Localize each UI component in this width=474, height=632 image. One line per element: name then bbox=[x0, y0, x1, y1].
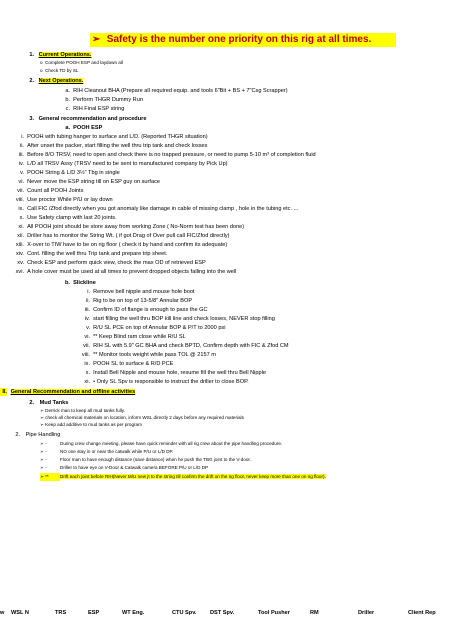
signature-label: Client Rep bbox=[408, 610, 436, 616]
arrow-bullet-icon: ➢ bbox=[92, 34, 101, 45]
section-title: General Recommendation and offline activities bbox=[10, 389, 136, 395]
list-item: vii. Count all POOH Joints bbox=[17, 188, 84, 194]
list-item: v. R/U SL PCE on top of Annular BOP & P/T to 2000 psi bbox=[86, 325, 226, 331]
signature-label: DST Spv. bbox=[210, 610, 235, 616]
safety-banner-text: Safety is the number one priority on this rig at all times. bbox=[106, 34, 372, 45]
section-general-recommendation: 3. General recommendation and procedure bbox=[29, 116, 147, 122]
section-title: Next Operations. bbox=[38, 78, 84, 84]
list-item: ➢ - NO one stay in or near the catwalk while P/U or L/D DP. bbox=[40, 449, 174, 454]
list-item: a. RIH Cleanout BHA (Prepare all required equip. and tools 6"Bit + BS + 7"Csg Scrapper) bbox=[65, 88, 288, 94]
signature-label: RM bbox=[310, 610, 319, 616]
list-item: i. POOH with tubing hanger to surface and L/D. (Reported THGR situation) bbox=[21, 134, 208, 140]
list-item: x. Use Safety clamp with last 20 joints. bbox=[19, 215, 117, 221]
section-current-operations: 1. Current Operations. bbox=[29, 52, 92, 58]
list-item: v. POOH String & L/D 3½" Tbg in single bbox=[20, 170, 120, 176]
list-item: ii. After unset the packer, start filling the well thru trip tank and check losses bbox=[19, 143, 208, 149]
arrow-bullet-icon: ➢ bbox=[40, 422, 44, 427]
list-item: viii. ** Monitor tools weight while pass TOL @ 2157 m bbox=[81, 352, 216, 358]
list-item: ➢ Keep add additive to mud tanks as per program bbox=[40, 422, 142, 427]
section-pipe-handling: 2. Pipe Handling bbox=[15, 432, 61, 438]
list-item-highlighted: ➢ ** Drift each joint before RIH(Never M/U new jt to the string till confirm the drift on the rig floor, never keep more than one on rig floor). bbox=[40, 474, 326, 479]
signature-label: ESP bbox=[88, 610, 100, 616]
list-item: c. RIH Final ESP string bbox=[65, 106, 125, 112]
list-item: vi. Never move the ESP string till on ESP guy on surface bbox=[18, 179, 160, 185]
list-item: xiii. X-over to TIW have to be on rig floor ( check it by hand and confirm its adequate) bbox=[15, 242, 228, 248]
list-item: ➢ - During crew change meeting, please have quick reminder with all rig crew about the pipe handling procedure. bbox=[40, 441, 283, 446]
list-item: ➢ - Floor man to have enough distance (save distance) when he push the TBG joint to the V-door. bbox=[40, 457, 251, 462]
list-item: ➢ check all chemical materials on location, inform WSL directly 2 days before any required materials bbox=[40, 415, 244, 420]
list-item: ix. Call FIC /Zfod directly when you got anomaly like damage in cable of missing clamp , hole in the tubing etc. ... bbox=[18, 206, 299, 212]
list-item: o Complete POOH ESP and laydown all bbox=[40, 60, 123, 65]
list-item: iii. Confirm ID of flange is enough to pass the GC bbox=[84, 307, 208, 313]
signature-label: TRS bbox=[55, 610, 67, 616]
list-item: x. Install Bell Nipple and mouse hole, resume fill the well thru Bell Nipple bbox=[85, 370, 266, 376]
list-item: xvi. A hole cover must be used at all times to prevent dropped objects falling into the well bbox=[15, 269, 237, 275]
list-item: xii. Driller has to monitor the String Wt. ( if got Drag of Over pull call FIC/Zfod directly) bbox=[17, 233, 230, 239]
list-item: ix. POOH SL to surface & R/D PCE bbox=[84, 361, 174, 367]
subsection-pooh-esp: a. POOH ESP bbox=[65, 125, 103, 131]
section-next-operations: 2. Next Operations. bbox=[29, 78, 84, 84]
signature-label: Tool Pusher bbox=[258, 610, 290, 616]
subsection-slickline: b. Slickline bbox=[65, 280, 96, 286]
list-item: iv. L/D all TRSV Assy (TRSV need to be sent to manufactured company by Pick Up) bbox=[18, 161, 228, 167]
list-item: i. Remove bell nipple and mouse hole boot bbox=[87, 289, 195, 295]
section-title: Pipe Handling bbox=[25, 432, 61, 438]
section-title: General recommendation and procedure bbox=[38, 116, 147, 122]
list-item: xi. All POOH joint should be store away from working Zone ( No-Norm test has been done) bbox=[18, 224, 245, 230]
list-item: o Check TD by SL bbox=[40, 68, 79, 73]
arrow-bullet-icon: ➢ bbox=[40, 415, 44, 420]
list-item: ➢ Derrick man to keep all mud tanks fully. bbox=[40, 408, 125, 413]
list-item: ➢ - Driller to have eye on V-Door & Catwalk camera BEFORE P/U or L/D DP bbox=[40, 465, 209, 470]
list-item: xiv. Cont. filling the well thru Trip tank and prepare trip sheet. bbox=[16, 251, 168, 257]
list-item: b. Perform THGR Dummy Run bbox=[65, 97, 143, 103]
section-mud-tanks: 2. Mud Tanks bbox=[29, 400, 69, 406]
list-item: viii. Use proctor While P/U or lay down bbox=[15, 197, 113, 203]
safety-banner bbox=[90, 33, 396, 47]
list-item: xv. Check ESP and perform quick view, check the max OD of retrieved ESP bbox=[17, 260, 206, 266]
list-item: vii. RIH SL with 5.9" GC BHA and check BPTD, Confirm depth with FIC & Zfod CM bbox=[83, 343, 289, 349]
signature-label: WT Eng. bbox=[122, 610, 145, 616]
signature-label: w bbox=[0, 610, 5, 616]
list-item: vi. ** Keep Blind ram close while R/U SL bbox=[84, 334, 186, 340]
section-title: Current Operations. bbox=[38, 52, 92, 58]
list-item: iii. Before 8/O TRSV, need to open and check there is no trapped pressure, or need to pump 5-10 m³ of completion fluid bbox=[18, 152, 316, 158]
signature-label: CTU Spv. bbox=[172, 610, 197, 616]
signature-label: Driller bbox=[358, 610, 375, 616]
list-item: iv. start filling the well thru BOP kill line and check losses, NEVER stop filling bbox=[84, 316, 275, 322]
arrow-bullet-icon: ➢ bbox=[40, 408, 44, 413]
list-item: ii. Rig to be on top of 13-5/8" Annular BOP bbox=[85, 298, 193, 304]
list-item: xi. • Only SL Spv is responsible to instruct the driller to close BOP. bbox=[84, 379, 249, 385]
section-offline-activities: II. General Recommendation and offline activities bbox=[0, 388, 135, 396]
section-title: Mud Tanks bbox=[39, 400, 69, 406]
signature-label: WSL N bbox=[11, 610, 29, 616]
